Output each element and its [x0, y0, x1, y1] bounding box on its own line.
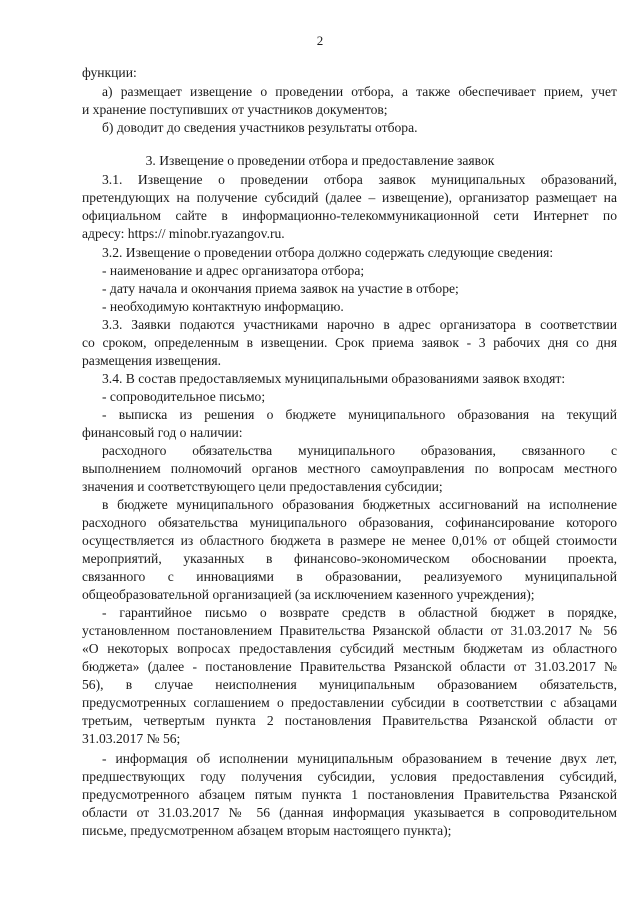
- text-line: расходного обязательства муниципального образования, софинансирование которого: [82, 515, 617, 530]
- text-line: а) размещает извещение о проведении отбора, а также обеспечивает прием, учет: [102, 84, 617, 99]
- text-line: б) доводит до сведения участников результаты отбора.: [102, 120, 418, 135]
- list-item: - гарантийное письмо о возврате средств в областной бюджет в порядке,: [102, 605, 617, 620]
- section-heading: 3. Извещение о проведении отбора и предоставление заявок: [145, 153, 495, 168]
- text-line: письме, предусмотренном абзацем вторым настоящего пункта);: [82, 823, 452, 838]
- text-line: третьим, четвертым пункта 2 постановления Правительства Рязанской области от: [82, 713, 617, 728]
- list-item: - необходимую контактную информацию.: [102, 299, 344, 314]
- list-item: - сопроводительное письмо;: [102, 389, 266, 404]
- text-line: выполнением полномочий органов местного самоуправления по вопросам местного: [82, 461, 617, 476]
- text-line: бюджета» (далее - постановление Правительства Рязанской области от 31.03.2017 №: [82, 659, 617, 674]
- text-line: мероприятий, указанных в финансово-экономическом обосновании проекта,: [82, 551, 617, 566]
- text-line: области от 31.03.2017 № 56 (данная информация указывается в сопроводительном: [82, 805, 617, 820]
- text-line: 56), в случае неисполнения муниципальным образованием обязательств,: [82, 677, 617, 692]
- list-item: - выписка из решения о бюджете муниципального образования на текущий: [102, 407, 617, 422]
- text-line: расходного обязательства муниципального образования, связанного с: [102, 443, 617, 458]
- text-line: адресу: https:// minobr.ryazangov.ru.: [82, 226, 285, 241]
- text-line: официальном сайте в информационно-телекоммуникационной сети Интернет по: [82, 208, 617, 223]
- text-line: 3.3. Заявки подаются участниками нарочно в адрес организатора в соответствии: [102, 317, 617, 332]
- text-line: предусмотренных соглашением о предоставлении субсидии в соответствии с абзацами: [82, 695, 617, 710]
- list-item: - информация об исполнении муниципальным образованием в течение двух лет,: [102, 751, 617, 766]
- text-line: 3.1. Извещение о проведении отбора заявок муниципальных образований,: [102, 172, 617, 187]
- text-line: и хранение поступивших от участников документов;: [82, 102, 388, 117]
- list-item: - наименование и адрес организатора отбора;: [102, 263, 365, 278]
- text-line: 3.4. В состав предоставляемых муниципальными образованиями заявок входят:: [102, 371, 566, 386]
- text-line: 3.2. Извещение о проведении отбора должно содержать следующие сведения:: [102, 245, 554, 260]
- page-number: 2: [316, 33, 324, 48]
- list-item: - дату начала и окончания приема заявок на участие в отборе;: [102, 281, 459, 296]
- text-line: со сроком, определенным в извещении. Срок приема заявок - 3 рабочих дня со дня: [82, 335, 617, 350]
- text-line: претендующих на получение субсидий (далее – извещение), организатор размещает на: [82, 190, 617, 205]
- text-line: осуществляется из областного бюджета в размере не менее 0,01% от общей стоимости: [82, 533, 617, 548]
- text-line: «О некоторых вопросах предоставления субсидий местным бюджетам из областного: [82, 641, 617, 656]
- text-line: значения и соответствующего цели предоставления субсидии;: [82, 479, 443, 494]
- text-line: установленном постановлением Правительства Рязанской области от 31.03.2017 № 56: [82, 623, 617, 638]
- text-line: предусмотренного абзацем пятым пункта 1 постановления Правительства Рязанской: [82, 787, 617, 802]
- text-line: функции:: [82, 65, 137, 80]
- text-line: связанного с инновациями в образовании, реализуемого муниципальной: [82, 569, 617, 584]
- text-line: 31.03.2017 № 56;: [82, 731, 181, 746]
- text-line: размещения извещения.: [82, 353, 222, 368]
- text-line: в бюджете муниципального образования бюджетных ассигнований на исполнение: [102, 497, 617, 512]
- text-line: предшествующих году получения субсидии, условия предоставления субсидий,: [82, 769, 617, 784]
- text-line: финансовый год о наличии:: [82, 425, 243, 440]
- text-line: общеобразовательной организацией (за исключением казенного учреждения);: [82, 587, 535, 602]
